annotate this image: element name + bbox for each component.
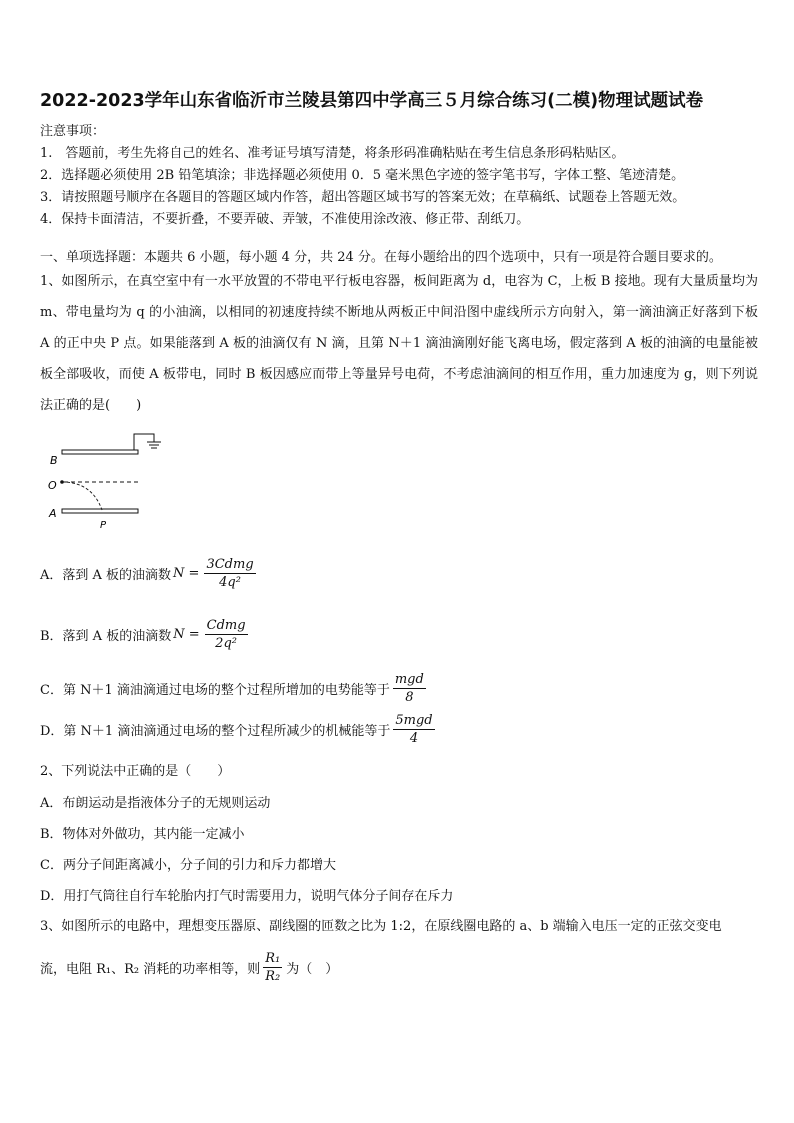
notice-item-1: 1. 答题前，考生先将自己的姓名、准考证号填写清楚，将条形码准确粘贴在考生信息条形码粘贴区。 <box>40 146 625 161</box>
question-2-text: 2、下列说法中正确的是（ ） <box>40 764 231 779</box>
notice-heading: 注意事项： <box>40 124 106 139</box>
question-3-line-2 <box>40 950 338 985</box>
q2-option-a[interactable]: A．布朗运动是指液体分子的无规则运动 <box>40 796 271 811</box>
q1-option-b-fraction <box>205 617 248 652</box>
q2-option-c[interactable]: C．两分子间距离减小，分子间的引力和斥力都增大 <box>40 858 336 873</box>
denominator: 8 <box>405 690 414 705</box>
q1-option-c-text: C．第 N＋1 滴油滴通过电场的整个过程所增加的电势能等于 <box>40 683 390 698</box>
q1-option-a-fraction <box>204 556 255 591</box>
q3-text-pre: 流，电阻 R₁、R₂ 消耗的功率相等，则 <box>40 962 261 977</box>
q3-text-post: 为（ ） <box>286 962 339 977</box>
label-p: P <box>100 520 107 531</box>
q1-option-a-text: A．落到 A 板的油滴数 <box>40 568 172 583</box>
question-3-line-1: 3、如图所示的电路中，理想变压器原、副线圈的匝数之比为 1:2，在原线圈电路的 a、b 端输入电压一定的正弦交变电 <box>40 919 722 934</box>
denominator: 2q² <box>215 636 237 651</box>
numerator: R₁ <box>265 951 281 966</box>
capacitor-figure <box>40 428 180 538</box>
q1-option-b-text: B．落到 A 板的油滴数 <box>40 629 172 644</box>
question-1-text: 1、如图所示，在真空室中有一水平放置的不带电平行板电容器，板间距离为 d，电容为 C，上板 B 接地。现有大量质量均为 m、带电量均为 q 的小油滴，以相同的初速度持续不断地从两板正中间沿图中虚线所示方向射入，第一滴油滴正好落到下板 A 的正中央 P 点。如果能落到 A 板的油滴仅有 N 滴，且第 N＋1 滴油滴刚好能飞离电场，假定落到 A 板的油滴的电量能被板全部吸收，而使 A 板带电，同时 B 板因感应而带上等量异号电荷，不考虑油滴间的相互作用，重力加速度为 g，则下列说法正确的是( ) <box>40 274 758 413</box>
q1-option-d[interactable] <box>40 712 435 747</box>
page-title: 2022-2023学年山东省临沂市兰陵县第四中学高三５月综合练习(二模)物理试题试卷 <box>40 91 704 111</box>
label-a: A <box>49 507 57 520</box>
q1-option-c[interactable] <box>40 671 426 706</box>
q1-option-d-fraction <box>393 712 434 747</box>
denominator: R₂ <box>265 969 281 984</box>
q1-option-a-lhs: N = <box>173 566 200 581</box>
denominator: 4q² <box>219 575 241 590</box>
q2-option-d[interactable]: D．用打气筒往自行车轮胎内打气时需要用力，说明气体分子间存在斥力 <box>40 889 454 904</box>
section-heading: 一、单项选择题：本题共 6 小题，每小题 4 分，共 24 分。在每小题给出的四个选项中，只有一项是符合题目要求的。 <box>40 250 722 265</box>
numerator: Cdmg <box>206 618 246 633</box>
trajectory <box>62 482 102 510</box>
plate-a <box>62 509 138 513</box>
q3-fraction <box>263 950 282 985</box>
q1-option-d-text: D．第 N＋1 滴油滴通过电场的整个过程所减少的机械能等于 <box>40 724 391 739</box>
q1-option-b[interactable] <box>40 617 248 652</box>
notice-item-4: 4．保持卡面清洁，不要折叠，不要弄破、弄皱，不准使用涂改液、修正带、刮纸刀。 <box>40 212 530 227</box>
notice-item-3: 3．请按照题号顺序在各题目的答题区域内作答，超出答题区域书写的答案无效；在草稿纸、试题卷上答题无效。 <box>40 190 686 205</box>
label-b: B <box>50 454 58 467</box>
numerator: 5mgd <box>395 713 433 728</box>
q1-option-c-fraction <box>393 671 426 706</box>
q1-option-b-lhs: N = <box>173 627 200 642</box>
label-o: O <box>48 479 57 492</box>
numerator: 3Cdmg <box>206 557 254 572</box>
numerator: mgd <box>394 672 424 687</box>
plate-b <box>62 450 138 454</box>
notice-item-2: 2．选择题必须使用 2B 铅笔填涂；非选择题必须使用 0．5 毫米黑色字迹的签字笔书写，字体工整、笔迹清楚。 <box>40 168 685 183</box>
q2-option-b[interactable]: B．物体对外做功，其内能一定减小 <box>40 827 245 842</box>
denominator: 4 <box>409 731 419 746</box>
q1-option-a[interactable] <box>40 556 256 591</box>
